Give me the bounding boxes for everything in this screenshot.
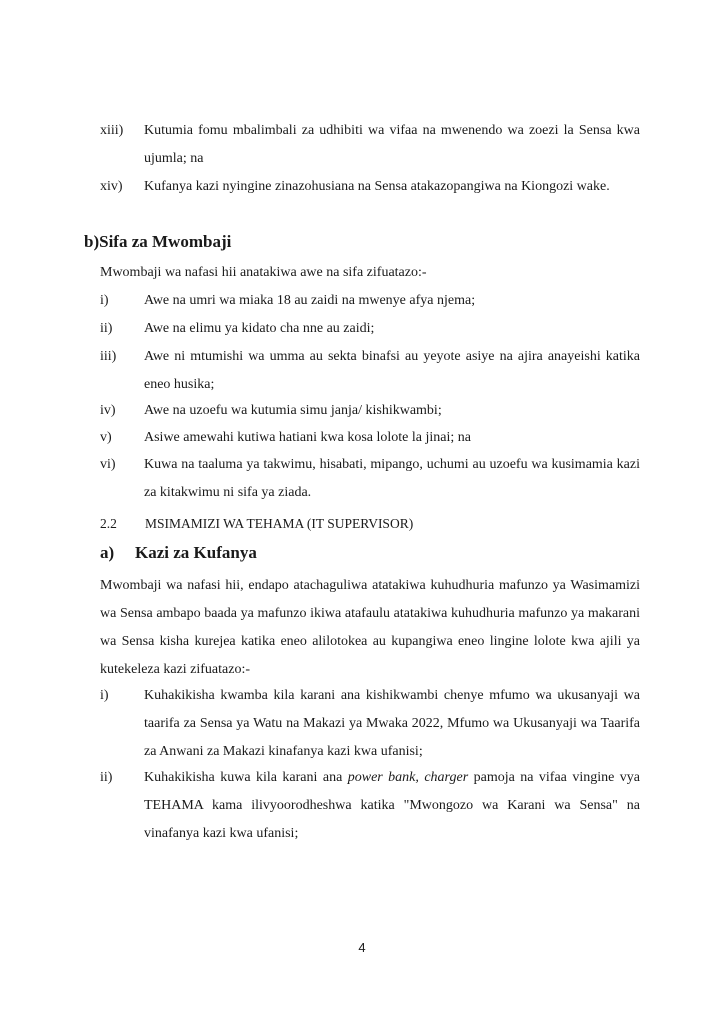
list-number: vi) xyxy=(100,457,116,472)
list-text: Kuwa na taaluma ya takwimu, hisabati, mipango, uchumi au uzoefu wa kusimamia kazi za kitakwimu ni sifa ya ziada. xyxy=(144,457,640,500)
list-text: Kufanya kazi nyingine zinazohusiana na Sensa atakazopangiwa na Kiongozi wake. xyxy=(144,179,610,194)
page-number: 4 xyxy=(358,940,366,955)
list-text-part: pamoja na vifaa vingine vya TEHAMA kama ilivyoorodheshwa katika "Mwongozo wa Karani wa Sensa" na vinafanya kazi kwa ufanisi; xyxy=(144,770,640,841)
list-number: xiv) xyxy=(100,179,123,194)
list-item-vi xyxy=(100,451,640,507)
list-item-xiv xyxy=(100,173,640,201)
list-text-part: Kuhakikisha kuwa kila karani ana xyxy=(144,770,348,785)
list-number: i) xyxy=(100,293,109,308)
list-text: Kuhakikisha kwamba kila karani ana kishikwambi chenye mfumo wa ukusanyaji wa taarifa za Sensa ya Watu na Makazi ya Mwaka 2022, Mfumo wa Ukusanyaji wa Taarifa za Anwani za Makazi kinafanya kazi kwa ufanisi; xyxy=(144,688,640,759)
list-item-v xyxy=(100,424,640,452)
list-text: Asiwe amewahi kutiwa hatiani kwa kosa lolote la jinai; na xyxy=(144,430,471,445)
section-intro: Mwombaji wa nafasi hii anatakiwa awe na sifa zifuatazo:- xyxy=(100,265,427,280)
list-item-i xyxy=(100,287,640,315)
list-text: Awe ni mtumishi wa umma au sekta binafsi au yeyote asiye na ajira anayeishi katika eneo husika; xyxy=(144,349,640,392)
section-number: 2.2 xyxy=(100,516,117,531)
list-item-ii xyxy=(100,315,640,343)
list-number: ii) xyxy=(100,321,113,336)
section-heading-sifa: b)Sifa za Mwombaji xyxy=(84,232,232,251)
list-number: i) xyxy=(100,688,109,703)
section-intro-paragraph: Mwombaji wa nafasi hii, endapo atachaguliwa atatakiwa kuhudhuria mafunzo ya Wasimamizi wa Sensa ambapo baada ya mafunzo ikiwa atafaulu atatakiwa kuhudhuria mafunzo ya makarani wa Sensa kisha kurejea katika eneo alilotokea au kupangiwa eneo lingine lolote kwa ajili ya kutekeleza kazi zifuatazo:- xyxy=(100,578,640,677)
list-text: Awe na elimu ya kidato cha nne au zaidi; xyxy=(144,321,375,336)
section-title: MSIMAMIZI WA TEHAMA (IT SUPERVISOR) xyxy=(145,516,414,531)
list-text: Kutumia fomu mbalimbali za udhibiti wa vifaa na mwenendo wa zoezi la Sensa kwa ujumla; na xyxy=(144,123,640,166)
list-number: iii) xyxy=(100,349,117,364)
list-item-i-tehama xyxy=(100,682,640,766)
list-item-iv xyxy=(100,397,640,425)
subsection-number: a) xyxy=(100,543,115,562)
list-item-ii-tehama xyxy=(100,764,640,848)
list-number: v) xyxy=(100,430,112,445)
list-item-iii xyxy=(100,343,640,399)
list-item-xiii xyxy=(100,117,640,173)
list-text xyxy=(144,764,640,848)
list-number: ii) xyxy=(100,770,113,785)
list-text-italic: power bank, charger xyxy=(347,770,469,785)
list-number: iv) xyxy=(100,403,116,418)
list-number: xiii) xyxy=(100,123,124,138)
list-text: Awe na uzoefu wa kutumia simu janja/ kishikwambi; xyxy=(144,403,442,418)
subsection-title: Kazi za Kufanya xyxy=(135,543,257,562)
list-text: Awe na umri wa miaka 18 au zaidi na mwenye afya njema; xyxy=(144,293,476,308)
